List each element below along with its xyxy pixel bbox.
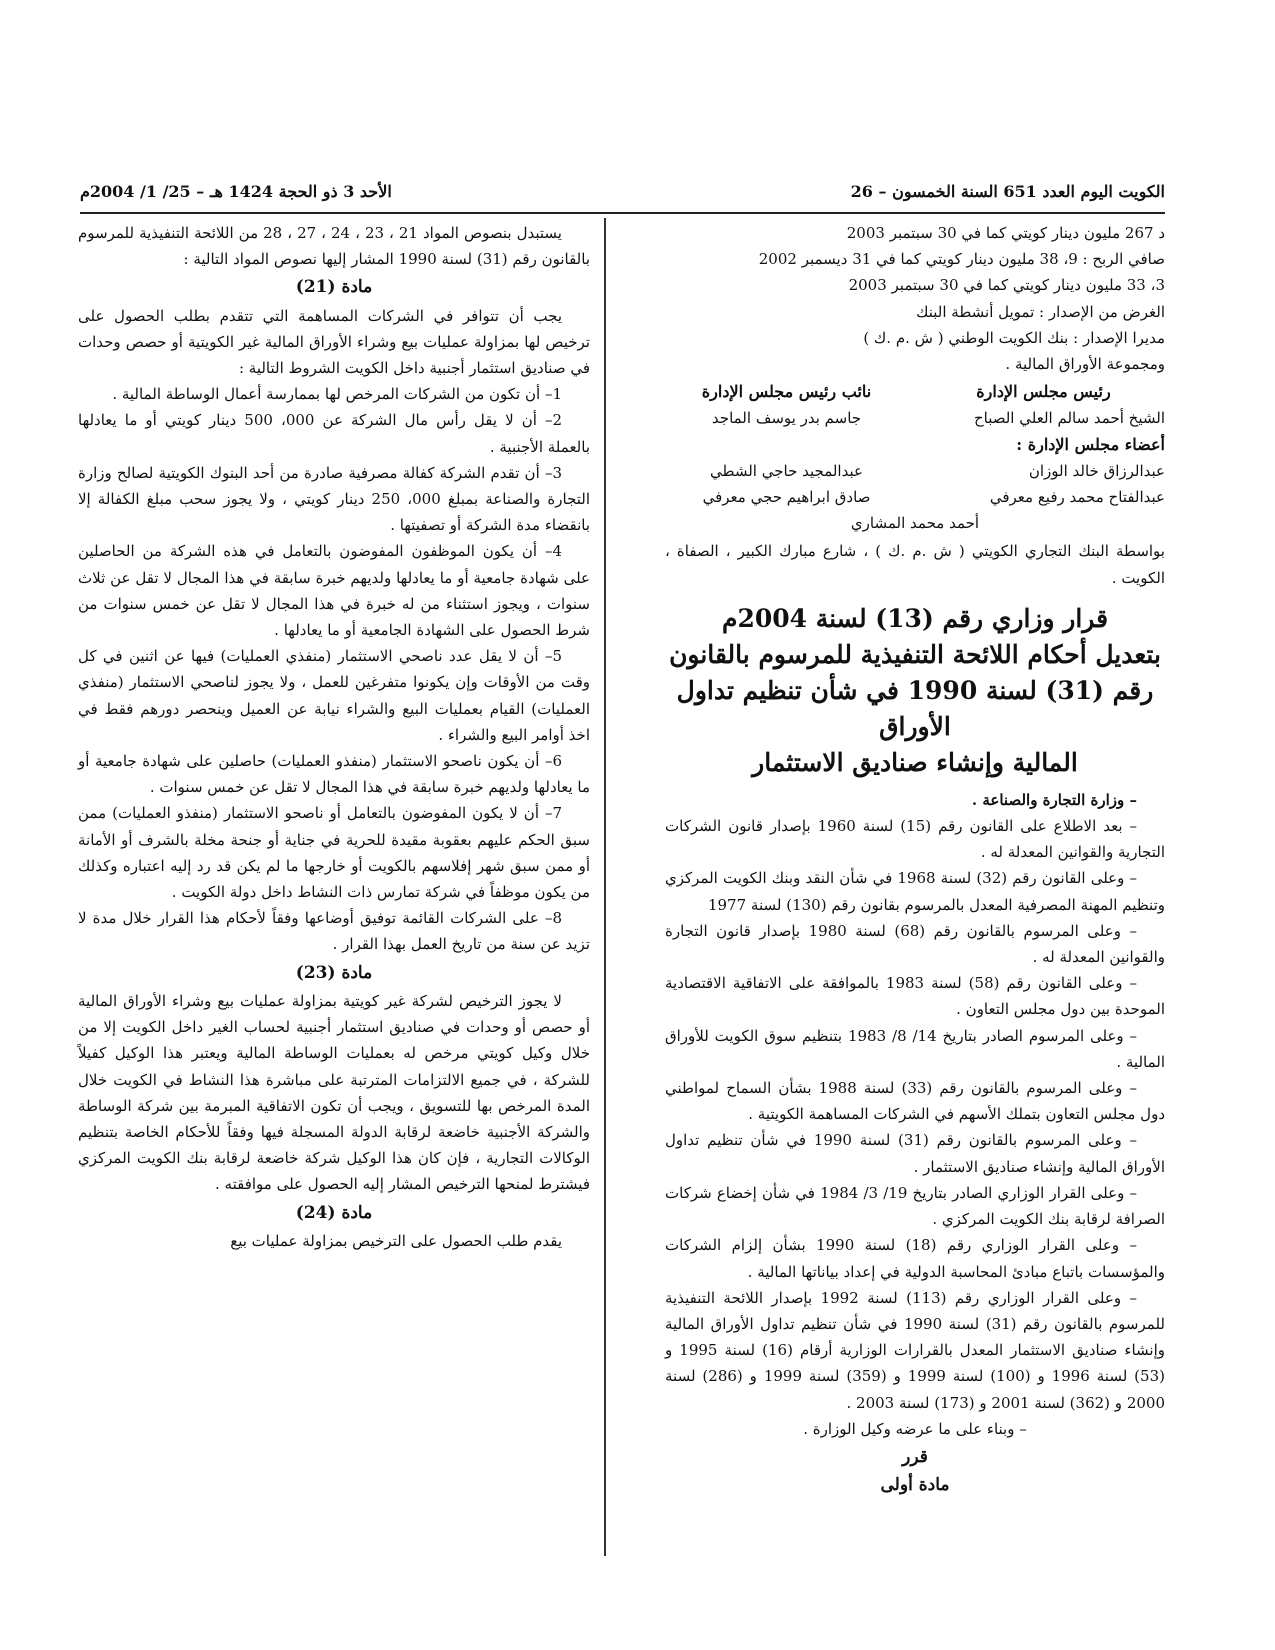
figure-line: د 267 مليون دينار كويتي كما في 30 سبتمبر 2003 bbox=[846, 224, 1165, 242]
figure-line: الغرض من الإصدار : تمويل أنشطة البنك bbox=[916, 302, 1165, 321]
vice-chairman-name: جاسم بدر يوسف الماجد bbox=[711, 409, 862, 428]
figure-line: صافي الربح : 9، 38 مليون دينار كويتي كما في 31 ديسمبر 2002 bbox=[758, 250, 1165, 269]
article-24-title: مادة (24) bbox=[295, 1202, 373, 1223]
article-23-text: لا يجوز الترخيص لشركة غير كويتية بمزاولة عمليات بيع وشراء الأوراق المالية أو حصص أو وحدات في صناديق استثمار أجنبية لحساب الغير داخل الكويت إلا من خلال وكيل كويتي مرخص له بعمليات الوساطة المالية ويعتبر هذا الوكيل كفيلاً للشركة ، في جميع الالتزامات المترتبة على مباشرة هذا النشاط في الكويت خلال المدة المرخص بها للتسويق ، ويجب أن تكون الاتفاقية المبرمة بين شركة الوساطة والشركة الأجنبية خاضعة لرقابة الدولة المسجلة فيها وفقاً للأحكام الخاصة بتنظيم الوكالات التجارية ، فإن كان هذا الوكيل شركة خاضعة لرقابة بنك الكويت المركزي فيشترط لمنحها الترخيص المشار إليه الحصول على موافقته . bbox=[78, 991, 590, 1194]
board-member: أحمد محمد المشاري bbox=[850, 514, 980, 533]
board-member: عبدالمجيد حاجي الشطي bbox=[710, 461, 863, 480]
decree-title-line: بتعديل أحكام اللائحة التنفيذية للمرسوم بالقانون bbox=[669, 639, 1161, 669]
condition-item: 3– أن تقدم الشركة كفالة مصرفية صادرة من أحد البنوك الكويتية لصالح وزارة التجارة والصناعة بمبلغ 000، 250 دينار كويتي ، ولا يجوز سحب مبلغ الكفالة إلا بانقضاء مدة الشركة أو تصفيتها . bbox=[78, 463, 591, 535]
board-member: عبدالرزاق خالد الوزان bbox=[1028, 461, 1165, 480]
ministry-line: – وزارة التجارة والصناعة . bbox=[971, 790, 1137, 809]
decree-title-line: رقم (31) لسنة 1990 في شأن تنظيم تداول الأوراق bbox=[676, 675, 1154, 741]
condition-item: 5– أن لا يقل عدد ناصحي الاستثمار (منفذي العمليات) فيها عن اثنين في كل وقت من الأوقات وإن يكونوا متفرغين للعمل ، ولا يجوز لناصحي الاستثمار (منفذي العمليات) القيام بعمليات البيع والشراء نيابة عن العميل وينحصر دورهم فقط في اخذ أوامر البيع والشراء . bbox=[78, 647, 590, 744]
recital: – وعلى القرار الوزاري الصادر بتاريخ 19/ 3/ 1984 في شأن إخضاع شركات الصرافة لرقابة بنك الكويت المركزي . bbox=[665, 1183, 1165, 1229]
board-member: صادق ابراهيم حجي معرفي bbox=[702, 488, 871, 507]
article-23-title: مادة (23) bbox=[295, 962, 373, 983]
condition-item: 1– أن تكون من الشركات المرخص لها بممارسة أعمال الوساطة المالية . bbox=[112, 385, 562, 404]
figure-line: 3، 33 مليون دينار كويتي كما في 30 سبتمبر 2003 bbox=[848, 276, 1165, 295]
vice-chairman-title: نائب رئيس مجلس الإدارة bbox=[701, 382, 872, 402]
header-date: الأحد 3 ذو الحجة 1424 هـ – 25/ 1/ 2004م bbox=[80, 182, 392, 201]
condition-item: 7– أن لا يكون المفوضون بالتعامل أو ناصحو الاستثمار (منفذو العمليات) ممن سبق الحكم عليهم بعقوبة مقيدة للحرية في جناية أو جنحة مخلة بالشرف أو الأمانة أو ممن سبق شهر إفلاسهم بالكويت أو خارجها ما لم يكن قد رد إليه اعتباره وكذلك من يكون موظفاً في شركة تمارس ذات النشاط داخل دولة الكويت . bbox=[78, 804, 590, 902]
chairman-title: رئيس مجلس الإدارة bbox=[976, 382, 1111, 402]
recital: – وعلى القرار الوزاري رقم (113) لسنة 1992 بإصدار اللائحة التنفيذية للمرسوم بالقانون رقم (31) لسنة 1990 في شأن تنظيم تداول الأوراق المالية وإنشاء صناديق الاستثمار المعدل بالقرارات الوزارية أرقام (16) لسنة 1995 و (53) لسنة 1996 و (100) لسنة 1999 و (359) لسنة 1999 و (286) لسنة 2000 و (362) لسنة 2001 و (173) لسنة 2003 . bbox=[665, 1288, 1165, 1412]
condition-item: 4– أن يكون الموظفون المفوضون بالتعامل في هذه الشركة من الحاصلين على شهادة جامعية أو ما يعادلها ولديهم خبرة سابقة في هذا المجال لا تقل عن ثلاث سنوات ، ويجوز استثناء من له خبرة في هذا المجال لا تقل عن خمس سنوات من شرط الحصول على الشهادة الجامعية أو ما يعادلها . bbox=[78, 542, 590, 640]
board-member: عبدالفتاح محمد رفيع معرفي bbox=[989, 488, 1165, 507]
header-rule bbox=[80, 212, 1165, 214]
recital: – وعلى القانون رقم (58) لسنة 1983 بالموافقة على الاتفاقية الاقتصادية الموحدة بين دول مجلس التعاون . bbox=[665, 974, 1165, 1019]
figure-line: ومجموعة الأوراق المالية . bbox=[1005, 355, 1165, 374]
recital: – وعلى القرار الوزاري رقم (18) لسنة 1990 بشأن إلزام الشركات والمؤسسات باتباع مبادئ المحاسبة الدولية في إعداد بياناتها المالية . bbox=[665, 1236, 1165, 1281]
page-header bbox=[80, 182, 1165, 212]
decree-title-line: قرار وزاري رقم (13) لسنة 2004م bbox=[721, 603, 1109, 633]
figure-line: مديرا الإصدار : بنك الكويت الوطني ( ش .م .ك ) bbox=[863, 328, 1165, 347]
decided-heading: قرر bbox=[902, 1446, 928, 1467]
decree-title-line: المالية وإنشاء صناديق الاستثمار bbox=[752, 747, 1078, 777]
header-issue-info: الكويت اليوم العدد 651 السنة الخمسون – 26 bbox=[850, 182, 1165, 201]
left-column bbox=[78, 220, 590, 1254]
condition-item: 8– على الشركات القائمة توفيق أوضاعها وفقاً لأحكام هذا القرار خلال مدة لا تزيد عن سنة من تاريخ العمل بهذا القرار . bbox=[78, 909, 590, 954]
recital: – وبناء على ما عرضه وكيل الوزارة . bbox=[803, 1419, 1027, 1438]
decree-title bbox=[665, 601, 1165, 781]
recital: – وعلى المرسوم بالقانون رقم (68) لسنة 1980 بإصدار قانون التجارة والقوانين المعدلة له . bbox=[665, 921, 1165, 967]
members-title: أعضاء مجلس الإدارة : bbox=[1016, 434, 1165, 454]
condition-item: 2– أن لا يقل رأس مال الشركة عن 000، 500 دينار كويتي أو ما يعادلها بالعملة الأجنبية . bbox=[78, 411, 590, 456]
chairman-name: الشيخ أحمد سالم العلي الصباح bbox=[973, 409, 1165, 428]
issuer-address: بواسطة البنك التجاري الكويتي ( ش .م .ك ) ، شارع مبارك الكبير ، الصفاة ، الكويت . bbox=[665, 542, 1165, 587]
recital: – وعلى القانون رقم (32) لسنة 1968 في شأن النقد وبنك الكويت المركزي وتنظيم المهنة المصرفية المعدل بالمرسوم بقانون رقم (130) لسنة 1977 bbox=[665, 869, 1165, 914]
article-21-intro: يجب أن تتوافر في الشركات المساهمة التي تتقدم بطلب الحصول على ترخيص لها بمزاولة عمليات بيع وشراء الأوراق المالية غير الكويتية أو حصص وحدات في صناديق استثمار أجنبية داخل الكويت الشروط التالية : bbox=[78, 306, 590, 378]
first-article-heading: مادة أولى bbox=[880, 1475, 950, 1496]
condition-item: 6– أن يكون ناصحو الاستثمار (منفذو العمليات) حاصلين على شهادة جامعية أو ما يعادلها ولديهم خبرة سابقة في هذا المجال لا تقل عن خمس سنوات . bbox=[78, 752, 590, 797]
board-of-directors bbox=[665, 379, 1165, 536]
recital: – وعلى المرسوم بالقانون رقم (33) لسنة 1988 بشأن السماح لمواطني دول مجلس التعاون بتملك الأسهم في الشركات المساهمة الكويتية . bbox=[665, 1079, 1165, 1124]
column-divider bbox=[604, 218, 606, 1556]
amendment-intro: يستبدل بنصوص المواد 21 ، 23 ، 24 ، 27 ، 28 من اللائحة التنفيذية للمرسوم بالقانون رقم (31) لسنة 1990 المشار إليها نصوص المواد التالية : bbox=[78, 224, 590, 269]
recital: – وعلى المرسوم الصادر بتاريخ 14/ 8/ 1983 بتنظيم سوق الكويت للأوراق المالية . bbox=[665, 1026, 1165, 1071]
recital: – بعد الاطلاع على القانون رقم (15) لسنة 1960 بإصدار قانون الشركات التجارية والقوانين المعدلة له . bbox=[665, 817, 1165, 862]
right-column bbox=[665, 220, 1165, 1500]
recital: – وعلى المرسوم بالقانون رقم (31) لسنة 1990 في شأن تنظيم تداول الأوراق المالية وإنشاء صناديق الاستثمار . bbox=[665, 1131, 1165, 1176]
article-24-text: يقدم طلب الحصول على الترخيص بمزاولة عمليات بيع bbox=[230, 1231, 562, 1250]
article-21-title: مادة (21) bbox=[295, 277, 373, 298]
